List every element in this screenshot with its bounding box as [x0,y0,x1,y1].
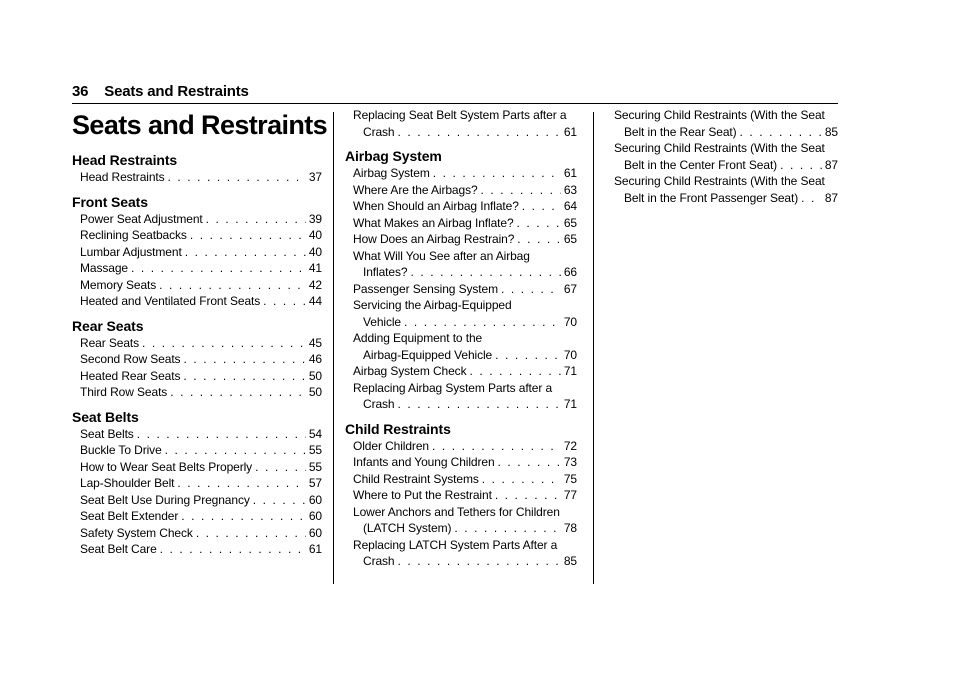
dot-leader [454,520,560,537]
toc-entry-multiline[interactable] [345,330,577,363]
toc-entry[interactable] [345,264,577,281]
toc-entry-label: Memory Seats [80,277,157,292]
dot-leader [190,227,306,244]
toc-entry-page: 70 [563,314,577,329]
toc-entry[interactable] [72,351,322,368]
toc-column-3 [606,107,838,206]
toc-entry-page: 70 [563,347,577,362]
toc-entry[interactable] [606,190,838,207]
toc-entry[interactable] [345,215,577,232]
dot-leader [398,124,561,141]
toc-entry-label: Third Row Seats [80,385,168,399]
toc-entry-label: Airbag System [353,166,430,180]
toc-entry-page: 61 [308,542,322,556]
toc-entry[interactable] [345,165,577,182]
toc-entry-page: 75 [563,471,577,486]
toc-entry-page: 55 [308,443,322,457]
toc-entry[interactable] [72,260,322,277]
toc-entry-page: 60 [308,492,322,507]
dot-leader [165,442,306,459]
dot-leader [801,190,822,207]
toc-entry-page: 61 [563,166,577,180]
page-number: 36 [72,83,89,100]
section-heading: Airbag System [345,148,442,164]
toc-entry[interactable] [606,157,838,174]
toc-entry[interactable] [345,471,577,488]
dot-leader [170,384,306,401]
toc-entry[interactable] [345,520,577,537]
toc-entry-label: Crash [363,554,395,568]
toc-entry-page: 40 [308,228,322,242]
toc-entry-label-line: Securing Child Restraints (With the Seat [614,108,825,122]
column-divider-2 [593,112,594,584]
dot-leader [498,454,561,471]
dot-leader [433,165,561,182]
toc-entry-label: Inflates? [363,265,408,279]
toc-entry-page: 60 [308,525,322,540]
section-heading: Child Restraints [345,420,451,437]
toc-entry-multiline[interactable] [606,107,838,140]
toc-entry[interactable] [72,426,322,443]
toc-entry[interactable] [72,492,322,509]
toc-entry-page: 60 [308,509,322,523]
dot-leader [142,335,306,352]
toc-entry-page: 44 [308,294,322,308]
toc-entry-label: Older Children [353,438,429,453]
dot-leader [517,215,561,232]
dot-leader [255,459,306,476]
toc-entry-page: 45 [308,335,322,350]
toc-entry-label: Airbag System Check [353,364,467,378]
toc-entry-label-line: Replacing Seat Belt System Parts after a [353,108,567,122]
dot-leader [740,124,822,141]
toc-entry-label: Second Row Seats [80,352,181,366]
toc-entry[interactable] [72,508,322,525]
toc-entry-label: Seat Belt Extender [80,509,179,523]
dot-leader [253,492,306,509]
toc-entry-page: 64 [563,199,577,213]
dot-leader [522,198,561,215]
toc-entry-label: How Does an Airbag Restrain? [353,232,515,246]
toc-entry[interactable] [345,396,577,413]
toc-entry-label: Where Are the Airbags? [353,182,478,197]
header-rule [72,103,838,104]
toc-entry[interactable] [72,459,322,476]
toc-entry-page: 72 [563,438,577,453]
toc-entry[interactable] [72,541,322,558]
toc-entry-label-line: Replacing Airbag System Parts after a [353,380,553,395]
toc-entry-label: When Should an Airbag Inflate? [353,199,519,213]
dot-leader [196,525,306,542]
toc-entry[interactable] [72,277,322,294]
toc-entry-page: 39 [308,211,322,226]
toc-entry-page: 50 [308,385,322,399]
dot-leader [206,211,306,228]
column-divider-1 [333,112,334,584]
toc-entry-page: 78 [563,521,577,535]
dot-leader [780,157,822,174]
toc-entry[interactable] [345,231,577,248]
toc-entry-label: Seat Belt Use During Pregnancy [80,492,250,507]
toc-entry-page: 37 [308,170,322,184]
toc-entry-label: How to Wear Seat Belts Properly [80,459,253,474]
dot-leader [263,293,306,310]
toc-entry[interactable] [72,475,322,492]
toc-column-1 [72,151,322,558]
toc-entry[interactable] [345,553,577,570]
dot-leader [177,475,305,492]
section-heading: Front Seats [72,193,148,210]
toc-entry-label: Child Restraint Systems [353,471,479,486]
toc-entry-page: 73 [563,455,577,469]
toc-entry-page: 50 [308,368,322,383]
toc-entry-page: 41 [308,261,322,275]
dot-leader [398,396,561,413]
toc-entry-page: 55 [308,459,322,474]
toc-entry-page: 71 [563,364,577,378]
toc-entry-label: Safety System Check [80,525,193,540]
running-header [72,83,249,100]
toc-entry-multiline[interactable] [345,248,577,281]
toc-entry-page: 42 [308,277,322,292]
toc-entry[interactable] [72,211,322,228]
section-heading: Rear Seats [72,317,144,334]
chapter-title: Seats and Restraints [72,110,328,140]
toc-entry-label: Passenger Sensing System [353,281,499,296]
toc-entry[interactable] [345,124,577,141]
toc-entry-label: Where to Put the Restraint [353,488,492,502]
toc-entry-label: Heated Rear Seats [80,368,181,383]
toc-entry-page: 54 [308,426,322,441]
dot-leader [517,231,561,248]
dot-leader [432,438,561,455]
toc-entry-label: Reclining Seatbacks [80,228,187,242]
dot-leader [495,347,561,364]
toc-entry-page: 66 [563,265,577,279]
toc-entry-label: What Makes an Airbag Inflate? [353,215,514,230]
dot-leader [481,182,561,199]
toc-entry-page: 65 [563,232,577,246]
toc-entry-label: Lumbar Adjustment [80,244,182,259]
toc-entry-page: 87 [824,157,838,172]
toc-entry[interactable] [345,347,577,364]
toc-entry-multiline[interactable] [345,297,577,330]
dot-leader [181,508,306,525]
dot-leader [482,471,561,488]
toc-entry[interactable] [72,244,322,261]
toc-entry[interactable] [345,314,577,331]
toc-entry[interactable] [72,169,322,186]
toc-entry-page: 87 [824,190,838,205]
toc-entry-label-line: Servicing the Airbag-Equipped [353,298,512,312]
toc-entry-label: Vehicle [363,314,401,329]
toc-entry-multiline[interactable] [345,504,577,537]
toc-entry-label: Lap-Shoulder Belt [80,476,175,490]
dot-leader [404,314,561,331]
toc-entry-multiline[interactable] [606,173,838,206]
toc-entry[interactable] [345,363,577,380]
toc-entry-label: Airbag-Equipped Vehicle [363,347,493,362]
dot-leader [185,244,306,261]
toc-entry-label-line: What Will You See after an Airbag [353,248,530,263]
toc-entry-label: Seat Belt Care [80,542,157,556]
toc-entry-page: 65 [563,215,577,230]
toc-entry[interactable] [345,454,577,471]
toc-entry[interactable] [345,198,577,215]
toc-entry-page: 46 [308,352,322,366]
toc-entry-page: 57 [308,476,322,490]
toc-entry-label: (LATCH System) [363,521,452,535]
toc-entry-label: Belt in the Front Passenger Seat) [624,190,799,205]
toc-entry-multiline[interactable] [345,380,577,413]
dot-leader [495,487,561,504]
toc-entry-page: 63 [563,182,577,197]
toc-entry-label: Crash [363,397,395,411]
toc-entry-label: Belt in the Rear Seat) [624,124,737,139]
toc-entry[interactable] [345,182,577,199]
toc-entry-multiline[interactable] [345,107,577,140]
section-heading: Head Restraints [72,152,178,168]
toc-entry-label-line: Securing Child Restraints (With the Seat [614,141,825,155]
toc-entry-page: 61 [563,124,577,139]
toc-entry-page: 85 [563,554,577,568]
toc-entry[interactable] [345,281,577,298]
dot-leader [501,281,561,298]
toc-entry[interactable] [72,384,322,401]
toc-entry[interactable] [72,368,322,385]
toc-entry[interactable] [72,335,322,352]
dot-leader [469,363,560,380]
dot-leader [137,426,306,443]
toc-entry-label-line: Lower Anchors and Tethers for Children [353,504,560,519]
toc-entry-label: Head Restraints [80,170,165,184]
toc-entry-label: Belt in the Center Front Seat) [624,157,778,172]
section-heading: Seat Belts [72,408,139,425]
toc-entry-page: 71 [563,397,577,411]
toc-entry[interactable] [345,487,577,504]
toc-entry-label: Buckle To Drive [80,443,162,457]
toc-entry-multiline[interactable] [345,537,577,570]
toc-entry-label: Seat Belts [80,426,134,441]
toc-entry-multiline[interactable] [606,140,838,173]
toc-column-2 [345,107,577,570]
running-header-section: Seats and Restraints [104,83,249,100]
toc-entry-label: Rear Seats [80,335,140,350]
toc-entry-label: Infants and Young Children [353,455,495,469]
toc-entry-label: Massage [80,261,128,275]
dot-leader [131,260,306,277]
toc-entry-page: 67 [563,281,577,296]
toc-entry-label: Crash [363,124,395,139]
toc-entry[interactable] [72,442,322,459]
dot-leader [159,277,306,294]
toc-entry-page: 77 [563,488,577,502]
toc-entry[interactable] [72,525,322,542]
toc-entry[interactable] [72,293,322,310]
dot-leader [410,264,560,281]
toc-entry-label-line: Replacing LATCH System Parts After a [353,537,558,552]
dot-leader [168,169,306,186]
toc-entry[interactable] [72,227,322,244]
dot-leader [183,351,305,368]
toc-entry-label-line: Securing Child Restraints (With the Seat [614,174,825,188]
dot-leader [160,541,306,558]
toc-entry-page: 85 [824,124,838,139]
dot-leader [398,553,561,570]
dot-leader [183,368,305,385]
toc-entry[interactable] [606,124,838,141]
toc-entry-page: 40 [308,244,322,259]
toc-entry-label-line: Adding Equipment to the [353,331,483,345]
toc-entry[interactable] [345,438,577,455]
toc-entry-label: Power Seat Adjustment [80,211,203,226]
toc-entry-label: Heated and Ventilated Front Seats [80,294,261,308]
